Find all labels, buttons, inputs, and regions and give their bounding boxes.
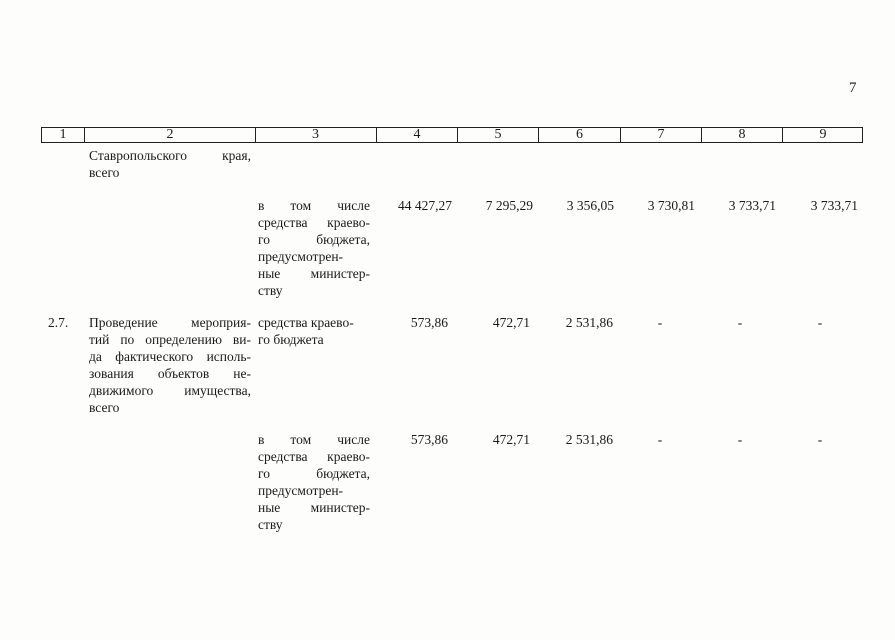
- header-col-9: 9: [782, 128, 863, 142]
- source-line: средства краево-: [258, 315, 354, 330]
- header-col-8: 8: [701, 128, 782, 142]
- source-line: в том числе: [258, 198, 370, 213]
- source-line: го бюджета: [258, 332, 324, 347]
- row-c-value-col5: 472,71: [492, 432, 530, 447]
- row-b-value-col6: 2 531,86: [565, 315, 613, 330]
- continuation-item-name: [89, 147, 251, 181]
- page-number: 7: [849, 80, 857, 96]
- row-a-value-col7: 3 730,81: [647, 198, 695, 213]
- header-col-5: 5: [457, 128, 538, 142]
- name-line: зования объектов не-: [89, 366, 251, 381]
- source-line: ные министер-: [258, 500, 370, 515]
- name-line: Проведение мероприя-: [89, 315, 251, 330]
- row-c-funding-source: [258, 431, 370, 533]
- header-col-3: 3: [255, 128, 375, 142]
- source-line: предусмотрен-: [258, 483, 344, 498]
- row-b-value-col7: -: [657, 315, 663, 330]
- row-c-value-col6: 2 531,86: [565, 432, 613, 447]
- row-b-funding-source: [258, 314, 370, 348]
- row-a-value-col8: 3 733,71: [728, 198, 776, 213]
- name-line: всего: [89, 400, 120, 415]
- row-b-item-name: [89, 314, 251, 416]
- source-line: ству: [258, 517, 283, 532]
- header-col-1: 1: [59, 127, 67, 142]
- table-header-row: [41, 127, 863, 143]
- row-c-value-col8: -: [737, 432, 743, 447]
- row-a-value-col9: 3 733,71: [810, 198, 858, 213]
- header-col-4: 4: [376, 128, 457, 142]
- row-c-value-col4: 573,86: [410, 432, 448, 447]
- header-col-2: 2: [84, 128, 255, 142]
- name-line: Ставропольского края,: [89, 148, 251, 163]
- name-line: всего: [89, 165, 120, 180]
- row-b-number: 2.7.: [48, 315, 69, 330]
- row-a-value-col6: 3 356,05: [566, 198, 614, 213]
- source-line: средства краево-: [258, 215, 370, 230]
- row-b-value-col9: -: [817, 315, 823, 330]
- row-a-value-col5: 7 295,29: [485, 198, 533, 213]
- row-c-value-col9: -: [817, 432, 823, 447]
- source-line: го бюджета,: [258, 232, 370, 247]
- row-a-value-col4: 44 427,27: [398, 198, 452, 213]
- source-line: предусмотрен-: [258, 249, 344, 264]
- source-line: средства краево-: [258, 449, 370, 464]
- row-a-funding-source: [258, 197, 370, 299]
- source-line: ные министер-: [258, 266, 370, 281]
- row-c-value-col7: -: [657, 432, 663, 447]
- header-col-6: 6: [538, 128, 620, 142]
- name-line: да фактического исполь-: [89, 349, 251, 364]
- name-line: тий по определению ви-: [89, 332, 251, 347]
- row-b-value-col5: 472,71: [492, 315, 530, 330]
- row-b-value-col8: -: [737, 315, 743, 330]
- row-b-value-col4: 573,86: [410, 315, 448, 330]
- source-line: ству: [258, 283, 283, 298]
- header-col-7: 7: [620, 128, 701, 142]
- source-line: в том числе: [258, 432, 370, 447]
- name-line: движимого имущества,: [89, 383, 251, 398]
- source-line: го бюджета,: [258, 466, 370, 481]
